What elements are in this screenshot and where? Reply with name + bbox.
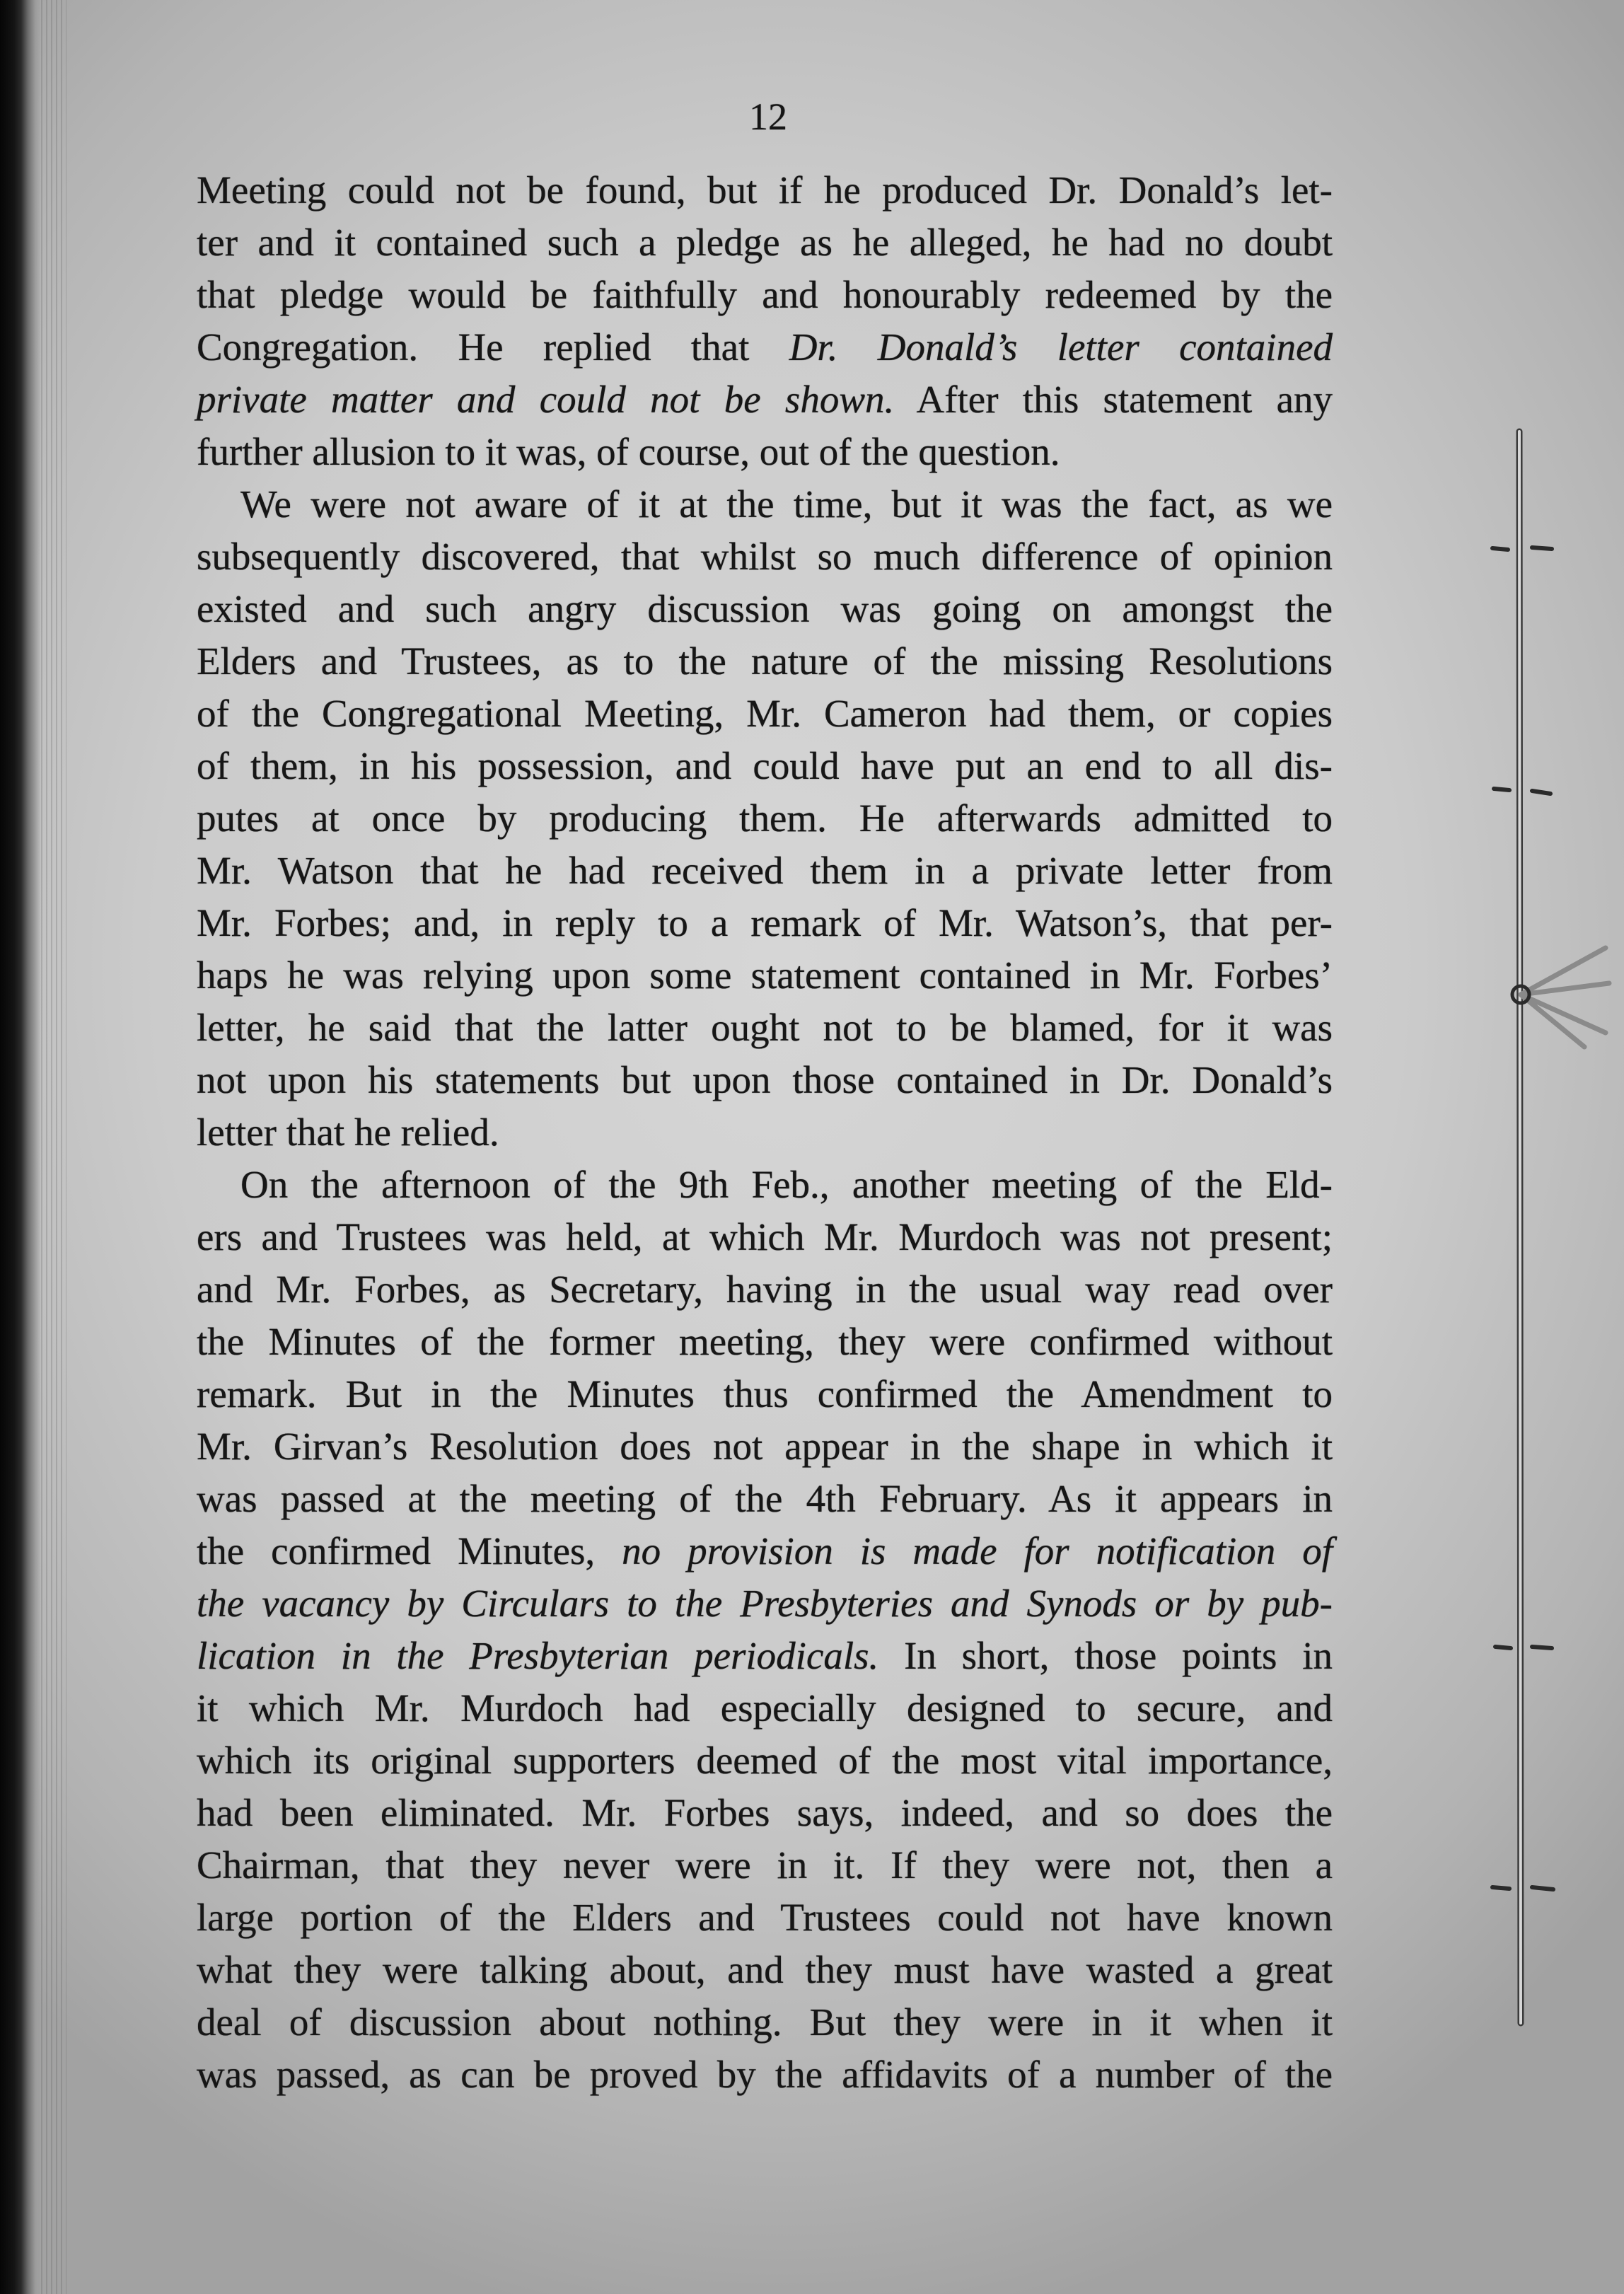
paragraph [197, 478, 1333, 1159]
text-line: putes at once by producing them. He afterwards admitted to [197, 796, 1333, 840]
italic-text: private matter and could not be shown. [197, 378, 895, 421]
text-line: of them, in his possession, and could have put an end to all dis- [197, 744, 1333, 787]
text-line: Mr. Watson that he had received them in a private letter from [197, 849, 1333, 892]
paragraph [197, 1159, 1333, 2101]
paragraph [197, 164, 1333, 478]
text-line: On the afternoon of the 9th Feb., another meeting of the Eld- [240, 1163, 1333, 1206]
text-line: not upon his statements but upon those contained in Dr. Donald’s [197, 1058, 1333, 1101]
text-line: private matter and could not be shown. After this statement any [197, 378, 1333, 421]
text-line: of the Congregational Meeting, Mr. Cameron had them, or copies [197, 692, 1333, 735]
italic-text: lication in the Presbyterian periodicals. [197, 1634, 879, 1677]
binding-thread [1464, 424, 1620, 2051]
text-line: Mr. Girvan’s Resolution does not appear in the shape in which it [197, 1425, 1333, 1468]
text-line: it which Mr. Murdoch had especially designed to secure, and [197, 1686, 1333, 1730]
binding-shadow [0, 0, 41, 2294]
text-line: Meeting could not be found, but if he produced Dr. Donald’s let- [197, 168, 1333, 212]
text-line: lication in the Presbyterian periodicals. In short, those points in [197, 1634, 1333, 1677]
text-line: haps he was relying upon some statement contained in Mr. Forbes’ [197, 954, 1333, 997]
text-line: and Mr. Forbes, as Secretary, having in the usual way read over [197, 1268, 1333, 1311]
text-line: ers and Trustees was held, at which Mr. Murdoch was not present; [197, 1215, 1333, 1258]
text-line: the Minutes of the former meeting, they were confirmed without [197, 1320, 1333, 1363]
text-line: the confirmed Minutes, no provision is made for notification of [197, 1529, 1333, 1572]
text-line: which its original supporters deemed of the most vital importance, [197, 1739, 1333, 1782]
text-line: letter that he relied. [197, 1111, 499, 1154]
text-line: letter, he said that the latter ought not to be blamed, for it was [197, 1006, 1333, 1049]
text-line: what they were talking about, and they must have wasted a great [197, 1948, 1333, 1991]
text-line: large portion of the Elders and Trustees could not have known [197, 1896, 1333, 1939]
text-line: remark. But in the Minutes thus confirmed the Amendment to [197, 1372, 1333, 1415]
text-line: Mr. Forbes; and, in reply to a remark of Mr. Watson’s, that per- [197, 901, 1333, 944]
text-line: Congregation. He replied that Dr. Donald’s letter contained [197, 325, 1333, 369]
text-line: Chairman, that they never were in it. If they were not, then a [197, 1843, 1333, 1887]
page-number: 12 [749, 95, 787, 138]
text-line: that pledge would be faithfully and honourably redeemed by the [197, 273, 1333, 316]
text-line: subsequently discovered, that whilst so much difference of opinion [197, 535, 1333, 578]
text-line: deal of discussion about nothing. But they were in it when it [197, 2000, 1333, 2044]
text-line: ter and it contained such a pledge as he alleged, he had no doubt [197, 221, 1333, 264]
text-line: was passed, as can be proved by the affidavits of a number of the [197, 2053, 1333, 2096]
text-line: We were not aware of it at the time, but it was the fact, as we [240, 482, 1333, 526]
page-edges [41, 0, 66, 2294]
text-line: Elders and Trustees, as to the nature of the missing Resolutions [197, 639, 1333, 683]
italic-text: Dr. Donald’s letter contained [789, 325, 1333, 369]
italic-text: the vacancy by Circulars to the Presbyteries and Synods or by pub- [197, 1582, 1333, 1625]
text-line: had been eliminated. Mr. Forbes says, indeed, and so does the [197, 1791, 1333, 1834]
text-line: existed and such angry discussion was going on amongst the [197, 587, 1333, 630]
text-line: was passed at the meeting of the 4th February. As it appears in [197, 1477, 1333, 1520]
body-text [197, 164, 1333, 2101]
italic-text: no provision is made for notification of [622, 1529, 1333, 1572]
text-line [197, 1577, 1333, 1630]
text-line: further allusion to it was, of course, out of the question. [197, 430, 1060, 473]
